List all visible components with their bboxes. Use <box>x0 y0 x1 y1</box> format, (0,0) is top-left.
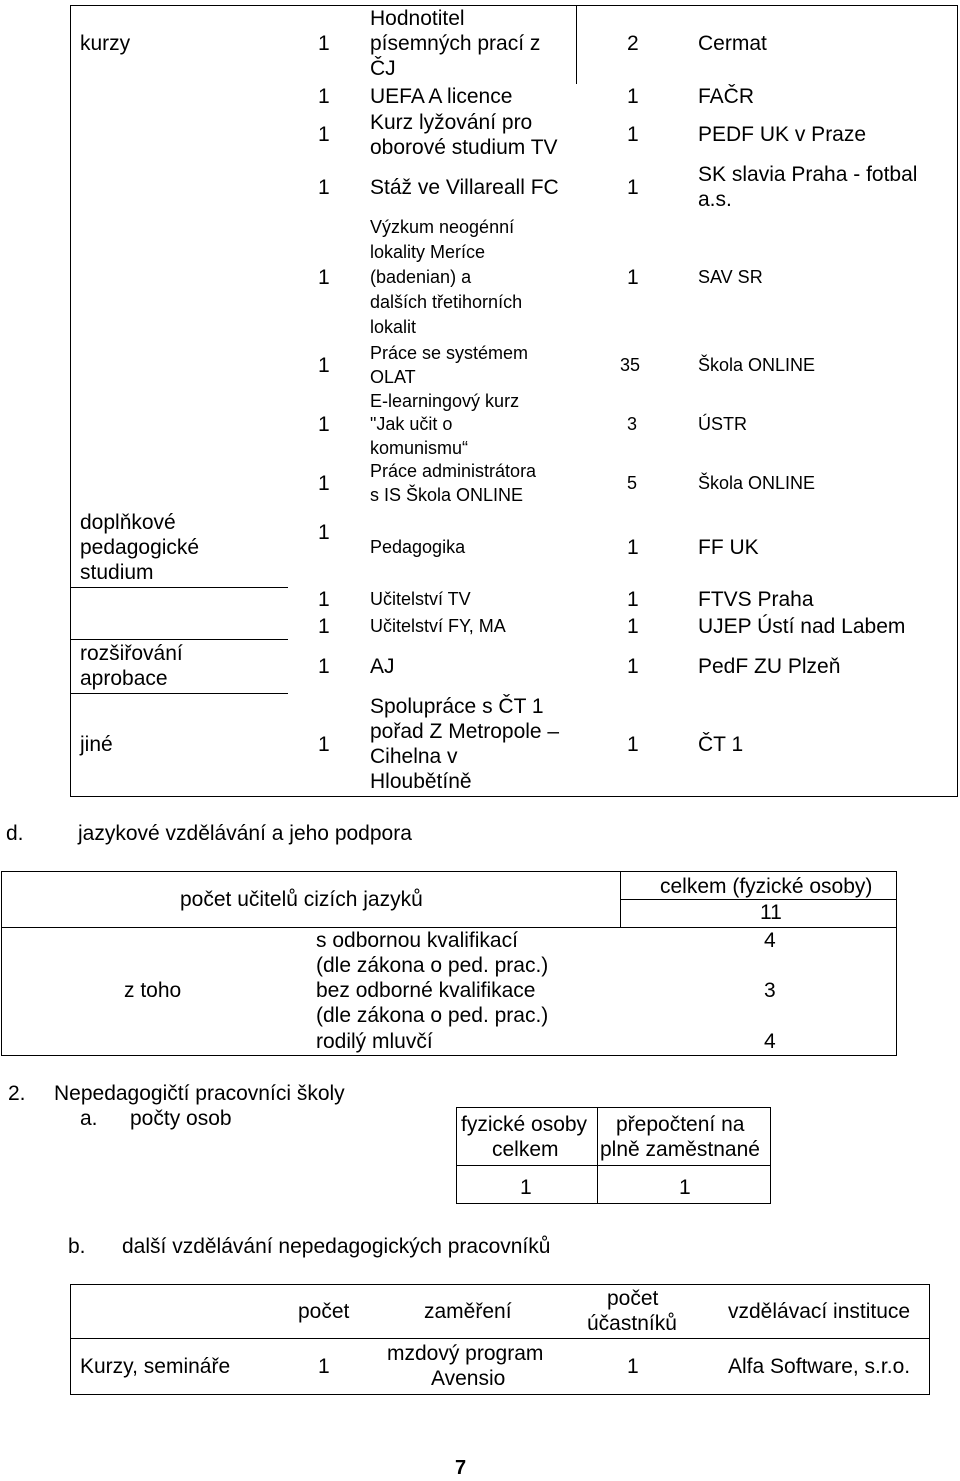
number-cell: 1 <box>627 176 639 199</box>
institution-cell: FAČR <box>698 85 755 108</box>
count-cell: 1 <box>318 266 330 289</box>
fte-value: 1 <box>679 1176 691 1199</box>
count-cell: 1 <box>318 733 330 756</box>
institution-cell: PedF ZU Plzeň <box>698 655 841 678</box>
topic-line: oborové studium TV <box>370 136 558 159</box>
number-cell: 3 <box>627 414 638 434</box>
focus-header: zaměření <box>424 1300 512 1323</box>
section-b-title: další vzdělávání nepedagogických pracovníků <box>122 1235 551 1258</box>
topic-line: s IS Škola ONLINE <box>370 485 524 505</box>
topic-line: OLAT <box>370 367 416 387</box>
topic-line: ČJ <box>370 57 396 80</box>
category-line: pedagogické <box>80 536 200 559</box>
topic-line: Učitelství FY, MA <box>370 616 506 636</box>
fte-header: přepočtení na <box>616 1113 745 1136</box>
count-cell: 1 <box>318 472 330 495</box>
count-header: počet <box>298 1300 350 1323</box>
number-cell: 35 <box>620 355 641 375</box>
number-cell: 1 <box>627 85 639 108</box>
topic-line: Stáž ve Villareall FC <box>370 176 559 199</box>
physical-persons-header: celkem <box>492 1138 559 1161</box>
topic-line: Výzkum neogénní <box>370 217 515 237</box>
topic-line: lokality Meríce <box>370 242 486 262</box>
institution-line: a.s. <box>698 188 732 211</box>
institution-cell: Škola ONLINE <box>698 473 816 493</box>
institution-cell: FF UK <box>698 536 759 559</box>
physical-persons-value: 1 <box>520 1176 532 1199</box>
row-label-line: rodilý mluvčí <box>316 1030 433 1053</box>
topic-line: AJ <box>370 655 395 678</box>
topic-line: "Jak učit o <box>370 414 453 434</box>
count-cell: 1 <box>318 521 330 544</box>
group-label: z toho <box>124 979 182 1002</box>
training-participants: 1 <box>627 1355 639 1378</box>
training-count: 1 <box>318 1355 330 1378</box>
row-label-line: bez odborné kvalifikace <box>316 979 536 1002</box>
number-cell: 1 <box>627 123 639 146</box>
category-cell: jiné <box>80 733 113 756</box>
participants-header: počet <box>607 1287 659 1310</box>
topic-line: dalších třetihorních <box>370 292 523 312</box>
training-institution: Alfa Software, s.r.o. <box>728 1355 911 1378</box>
number-cell: 1 <box>627 266 639 289</box>
institution-cell: FTVS Praha <box>698 588 814 611</box>
section-2-title: Nepedagogičtí pracovníci školy <box>54 1082 345 1105</box>
total-value: 11 <box>760 901 782 924</box>
teachers-count-label: počet učitelů cizích jazyků <box>180 888 423 911</box>
row-label-line: s odbornou kvalifikací <box>316 929 518 952</box>
physical-persons-header: fyzické osoby <box>461 1113 588 1136</box>
count-cell: 1 <box>318 85 330 108</box>
topic-line: písemných prací z <box>370 32 541 55</box>
institution-cell: ČT 1 <box>698 733 744 756</box>
topic-line: pořad Z Metropole – <box>370 720 560 743</box>
subsection-a-title: počty osob <box>130 1107 232 1130</box>
number-cell: 1 <box>627 655 639 678</box>
number-cell: 1 <box>627 536 639 559</box>
topic-line: Učitelství TV <box>370 589 471 609</box>
training-focus: mzdový program <box>387 1342 544 1365</box>
topic-line: Kurz lyžování pro <box>370 111 533 134</box>
row-value: 4 <box>764 929 776 952</box>
institution-cell: Škola ONLINE <box>698 355 816 375</box>
section-d-marker: d. <box>6 822 24 845</box>
fte-header: plně zaměstnané <box>600 1138 760 1161</box>
topic-line: Práce se systémem <box>370 343 529 363</box>
count-cell: 1 <box>318 588 330 611</box>
topic-line: lokalit <box>370 317 417 337</box>
number-cell: 5 <box>627 473 638 493</box>
training-focus: Avensio <box>431 1367 506 1390</box>
number-cell: 1 <box>627 588 639 611</box>
section-d-title: jazykové vzdělávání a jeho podpora <box>78 822 412 845</box>
row-value: 4 <box>764 1030 776 1053</box>
number-cell: 1 <box>627 733 639 756</box>
topic-line: E-learningový kurz <box>370 391 520 411</box>
topic-line: Hloubětíně <box>370 770 472 793</box>
institution-line: SK slavia Praha - fotbal <box>698 163 918 186</box>
institution-header: vzdělávací instituce <box>728 1300 911 1323</box>
row-label-line: (dle zákona o ped. prac.) <box>316 1004 549 1027</box>
count-cell: 1 <box>318 354 330 377</box>
number-cell: 2 <box>627 32 639 55</box>
topic-line: Pedagogika <box>370 537 466 557</box>
count-cell: 1 <box>318 615 330 638</box>
category-line: studium <box>80 561 154 584</box>
topic-line: (badenian) a <box>370 267 472 287</box>
category-line: doplňkové <box>80 511 176 534</box>
training-type: Kurzy, semináře <box>80 1355 231 1378</box>
row-label-line: (dle zákona o ped. prac.) <box>316 954 549 977</box>
participants-header: účastníků <box>587 1312 677 1335</box>
category-line: rozšiřování <box>80 642 183 665</box>
subsection-a-marker: a. <box>80 1107 98 1130</box>
count-cell: 1 <box>318 32 330 55</box>
section-b-marker: b. <box>68 1235 86 1258</box>
topic-line: Spolupráce s ČT 1 <box>370 695 544 718</box>
count-cell: 1 <box>318 655 330 678</box>
section-2-marker: 2. <box>8 1082 26 1105</box>
topic-line: komunismu“ <box>370 438 469 458</box>
count-cell: 1 <box>318 176 330 199</box>
total-column-header: celkem (fyzické osoby) <box>660 875 873 898</box>
page-number: 7 <box>455 1457 467 1479</box>
category-cell: kurzy <box>80 32 131 55</box>
institution-cell: Cermat <box>698 32 767 55</box>
institution-cell: UJEP Ústí nad Labem <box>698 615 906 638</box>
count-cell: 1 <box>318 123 330 146</box>
number-cell: 1 <box>627 615 639 638</box>
topic-line: UEFA A licence <box>370 85 513 108</box>
count-cell: 1 <box>318 413 330 436</box>
topic-line: Cihelna v <box>370 745 458 768</box>
row-value: 3 <box>764 979 776 1002</box>
topic-line: Práce administrátora <box>370 461 537 481</box>
institution-cell: SAV SR <box>698 267 763 287</box>
institution-cell: PEDF UK v Praze <box>698 123 867 146</box>
category-line: aprobace <box>80 667 168 690</box>
topic-line: Hodnotitel <box>370 7 465 30</box>
institution-cell: ÚSTR <box>698 414 747 434</box>
